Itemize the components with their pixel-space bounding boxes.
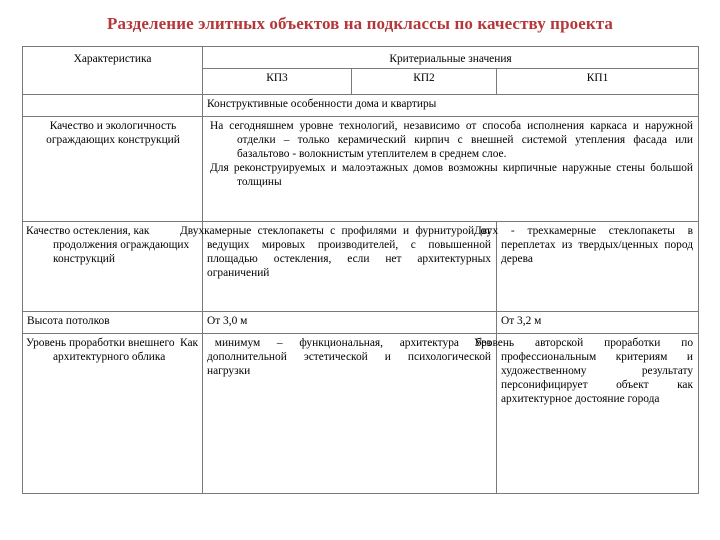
row-value-insulation [203, 117, 699, 222]
section-title: Конструктивные особенности дома и квартиры [203, 95, 699, 117]
header-class-kp2: КП2 [352, 69, 497, 95]
row-value-ceiling-kp3-kp2: От 3,0 м [203, 312, 497, 334]
row-value-ceiling-kp1: От 3,2 м [497, 312, 699, 334]
section-empty-cell [23, 95, 203, 117]
insulation-text-main: На сегодняшнем уровне технологий, независимо от способа исполнения каркаса и наружной отделки – только керамический кирпич с внешней системой утепления фасада или базальтово - волокнистым утеплителем в среднем слое. [210, 120, 694, 160]
row-label-insulation: Качество и экологичность ограждающих конструкций [23, 117, 203, 222]
row-value-glazing-kp3-kp2: Двухкамерные стеклопакеты с профилями и фурнитурой от ведущих мировых производителей, с повышенной площадью остекления, если нет архитектурных ограничений [203, 222, 497, 312]
header-criteria: Критериальные значения [203, 47, 699, 69]
row-label-architecture: Уровень проработки внешнего архитектурного облика [23, 334, 203, 494]
table-row [23, 222, 699, 312]
table-row [23, 334, 699, 494]
classification-table [22, 46, 699, 494]
header-class-kp3: КП3 [203, 69, 352, 95]
header-characteristic: Характеристика [23, 47, 203, 95]
row-value-architecture-kp3-kp2: Как минимум – функциональная, архитектура без дополнительной эстетической и психологической нагрузки [203, 334, 497, 494]
insulation-text-reconstruction: Для реконструируемых и малоэтажных домов возможны кирпичные наружные стены большой толщины [210, 162, 694, 188]
row-label-ceiling: Высота потолков [23, 312, 203, 334]
row-value-glazing-kp1: Двух - трехкамерные стеклопакеты в переплетах из твердых/ценных пород дерева [497, 222, 699, 312]
row-value-architecture-kp1: Уровень авторской проработки по профессиональным критериям и художественному результату персонифицирует объект как архитектурное достояние города [497, 334, 699, 494]
header-class-kp1: КП1 [497, 69, 699, 95]
table-row [23, 312, 699, 334]
table-row [23, 117, 699, 222]
section-row [23, 95, 699, 117]
table-header-row [23, 47, 699, 69]
row-label-glazing: Качество остекления, как продолжения ограждающих конструкций [23, 222, 203, 312]
page-title: Разделение элитных объектов на подклассы по качеству проекта [106, 14, 614, 33]
